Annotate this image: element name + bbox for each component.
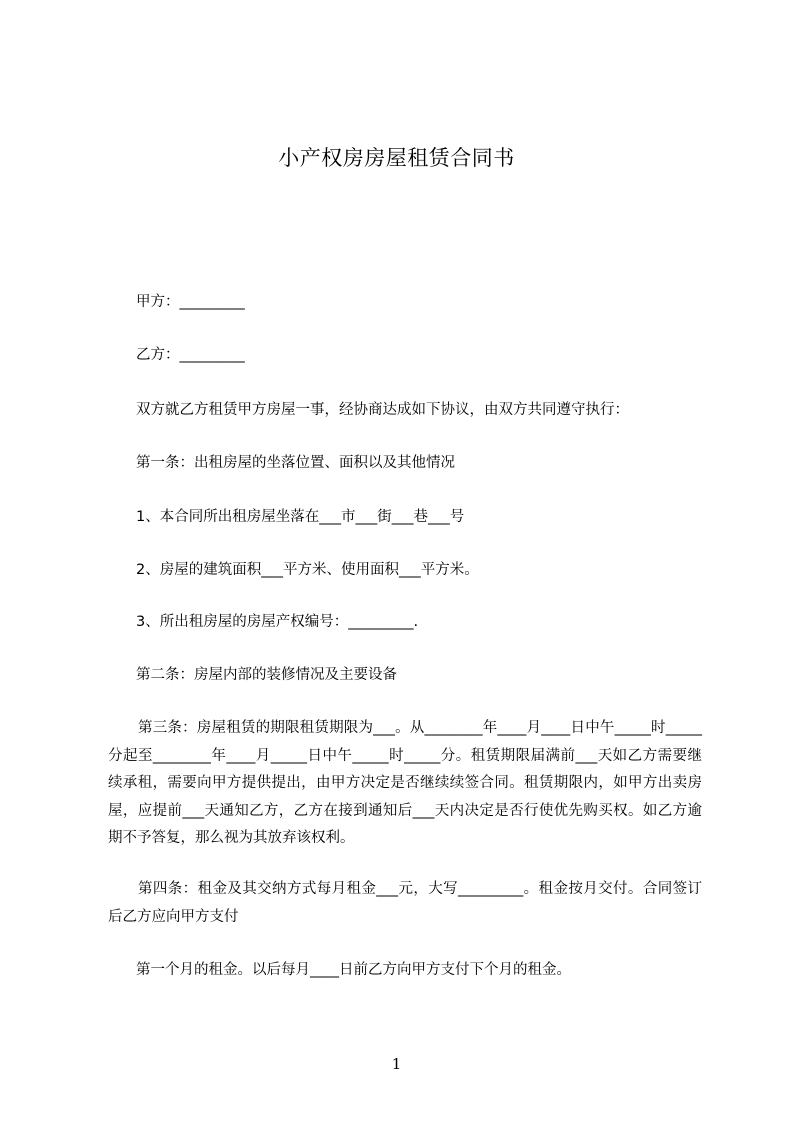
article-1-item-2: 2、房屋的建筑面积___平方米、使用面积___平方米。 [136,562,479,578]
party-a-line: 甲方：_________ [136,294,245,310]
page-number: 1 [391,1055,402,1073]
article-2-heading: 第二条：房屋内部的装修情况及主要设备 [136,667,397,683]
party-b-line: 乙方：_________ [136,347,245,363]
article-1-item-1: 1、本合同所出租房屋坐落在___市___街___巷___号 [136,509,465,525]
intro-paragraph: 双方就乙方租赁甲方房屋一事，经协商达成如下协议，由双方共同遵守执行： [136,402,629,418]
document-title: 小产权房房屋租赁合同书 [278,146,515,170]
rent-first-month-paragraph: 第一个月的租金。以后每月____日前乙方向甲方支付下个月的租金。 [136,962,571,978]
article-4-paragraph: 第四条：租金及其交纳方式每月租金___元，大写_________。租金按月交付。合同签订后乙方应向甲方支付 [108,881,702,925]
article-1-item-3: 3、所出租房屋的房屋产权编号：_________. [136,614,419,630]
article-1-heading: 第一条：出租房屋的坐落位置、面积以及其他情况 [136,455,455,471]
article-3-paragraph: 第三条：房屋租赁的期限租赁期限为___。从________年____月____日中午_____时_____分起至________年____月_____日中午_____时_____分。租赁期限届满前___天如乙方需要继续承租，需要向甲方提供提出，由甲方决定是否继续续签合同。租赁期限内，如甲方出卖房屋，应提前___天通知乙方，乙方在接到通知后___天内决定是否行使优先购买权。如乙方逾期不予答复，那么视为其放弃该权利。 [108,720,702,846]
